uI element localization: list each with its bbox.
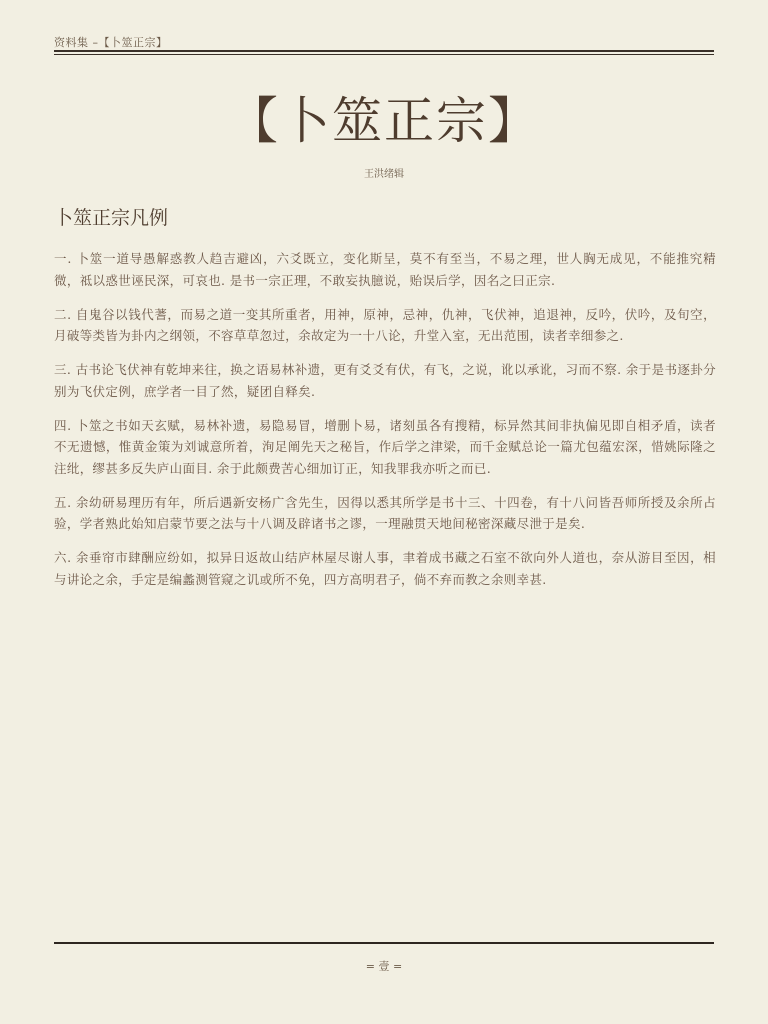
paragraph-1: 一. 卜筮一道导愚解惑教人趋吉避凶，六爻既立，变化斯呈，莫不有至当，不易之理，世人胸无成见，不能推究精微，祗以惑世诬民深，可哀也. 是书一宗正理，不敢妄执臆说，贻误后学，因名之曰正宗. xyxy=(54,251,716,288)
footer-rule xyxy=(54,942,714,944)
section-heading: 卜筮正宗凡例 xyxy=(54,207,169,229)
paragraph-4: 四. 卜筮之书如天玄赋，易林补遗，易隐易冒，增删卜易，诸刻虽各有搜精，标异然其间非执偏见即自相矛盾，读者不无遗憾，惟黄金策为刘诚意所着，洵足阐先天之秘旨，作后学之津梁，而千金赋总论一篇尤包蕴宏深，惜姚际隆之注纰，缪甚多反失庐山面目. 余于此颇费苦心细加订正，知我罪我亦听之而已. xyxy=(54,417,716,476)
paragraph-6: 六. 余垂帘市肆酬应纷如，拟异日返故山结庐林屋尽谢人事，聿着成书藏之石室不欲向外人道也，奈从游目至因，相与讲论之余，手定是编蠡测管窥之讥或所不免，四方高明君子，倘不弃而教之余则幸甚. xyxy=(54,550,716,587)
header-rule-thin xyxy=(54,54,714,55)
paragraph-5: 五. 余幼研易理历有年，所后遇新安杨广含先生，因得以悉其所学是书十三、十四卷，有十八问皆吾师所授及余所占验，学者熟此始知启蒙节要之法与十八调及辟诸书之谬，一理融贯天地间秘密深藏尽泄于是矣. xyxy=(54,494,716,531)
header-rule xyxy=(54,50,714,52)
paragraph-2: 二. 自鬼谷以钱代蓍，而易之道一变其所重者，用神，原神，忌神，仇神，飞伏神，追退神，反吟，伏吟，及旬空，月破等类皆为卦内之纲领，不容草草忽过，余故定为一十八论，升堂入室，无出范围，读者幸细参之. xyxy=(54,306,716,343)
page-number: = 壹 = xyxy=(365,960,403,973)
body-content xyxy=(54,248,716,603)
author-line: 王洪绪辑 xyxy=(364,169,404,180)
page-title: 【卜筮正宗】 xyxy=(228,92,540,150)
running-header: 资料集 –【卜筮正宗】 xyxy=(54,36,168,49)
paragraph-3: 三. 古书论飞伏神有乾坤来往，换之语易林补遗，更有爻爻有伏，有飞，之说，讹以承讹，习而不察. 余于是书逐卦分别为飞伏定例，庶学者一目了然，疑团自释矣. xyxy=(54,362,716,399)
